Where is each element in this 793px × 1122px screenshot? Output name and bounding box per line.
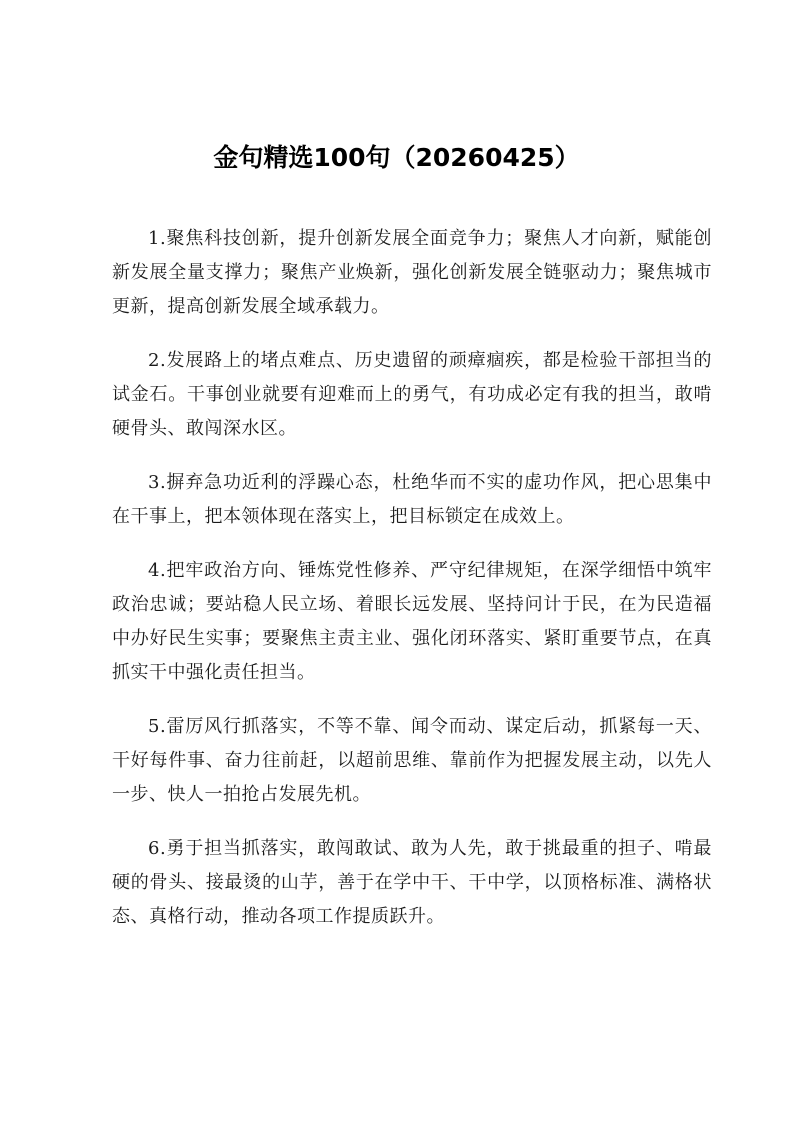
paragraph-5: 5.雷厉风行抓落实，不等不靠、闻令而动、谋定后动，抓紧每一天、干好每件事、奋力往前赶，以超前思维、靠前作为把握发展主动，以先人一步、快人一拍抢占发展先机。 — [112, 716, 712, 805]
paragraph-3: 3.摒弃急功近利的浮躁心态，杜绝华而不实的虚功作风，把心思集中在干事上，把本领体现在落实上，把目标锁定在成效上。 — [112, 472, 712, 527]
paragraph-2: 2.发展路上的堵点难点、历史遗留的顽瘴痼疾，都是检验干部担当的试金石。干事创业就要有迎难而上的勇气，有功成必定有我的担当，敢啃硬骨头、敢闯深水区。 — [112, 350, 712, 439]
document-body — [112, 222, 712, 954]
paragraph-4: 4.把牢政治方向、锤炼党性修养、严守纪律规矩，在深学细悟中筑牢政治忠诚；要站稳人民立场、着眼长远发展、坚持问计于民，在为民造福中办好民生实事；要聚焦主责主业、强化闭环落实、紧盯重要节点，在真抓实干中强化责任担当。 — [112, 560, 712, 683]
paragraph-6: 6.勇于担当抓落实，敢闯敢试、敢为人先，敢于挑最重的担子、啃最硬的骨头、接最烫的山芋，善于在学中干、干中学，以顶格标准、满格状态、真格行动，推动各项工作提质跃升。 — [112, 838, 712, 927]
paragraph-1: 1.聚焦科技创新，提升创新发展全面竞争力；聚焦人才向新，赋能创新发展全量支撑力；聚焦产业焕新，强化创新发展全链驱动力；聚焦城市更新，提高创新发展全域承载力。 — [112, 228, 712, 317]
document-title: 金句精选100句（20260425） — [213, 143, 580, 172]
